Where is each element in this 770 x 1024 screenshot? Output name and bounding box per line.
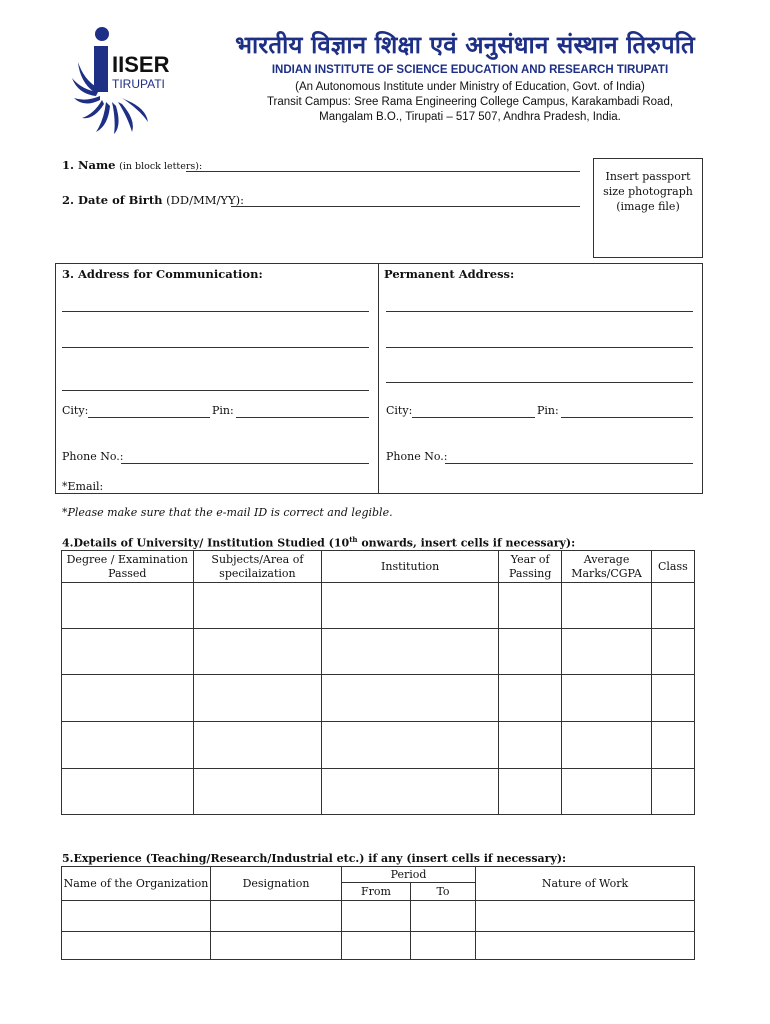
permanent-address-label: Permanent Address: <box>384 267 515 281</box>
address-line-3: Mangalam B.O., Tirupati – 517 507, Andhra Pradesh, India. <box>319 111 621 123</box>
perm-phone-line[interactable] <box>445 463 693 464</box>
education-table <box>61 550 695 815</box>
table-row[interactable] <box>62 769 695 815</box>
dob-input-line[interactable] <box>231 206 580 207</box>
table-row[interactable] <box>62 629 695 675</box>
table-row[interactable] <box>62 901 695 932</box>
perm-address-line-2[interactable] <box>386 347 693 348</box>
education-section-title: 4.Details of University/ Institution Studied (10th onwards, insert cells if necessary): <box>62 535 576 550</box>
perm-city-label: City: <box>386 404 413 417</box>
col-institution: Institution <box>322 551 499 583</box>
perm-pin-line[interactable] <box>561 417 693 418</box>
address-line-2: Transit Campus: Sree Rama Engineering College Campus, Karakambadi Road, <box>266 96 674 108</box>
perm-phone-label: Phone No.: <box>386 450 448 463</box>
english-institute-title: INDIAN INSTITUTE OF SCIENCE EDUCATION AND RESEARCH TIRUPATI <box>271 64 669 76</box>
col-organization: Name of the Organization <box>62 867 211 901</box>
table-row[interactable] <box>62 722 695 769</box>
comm-city-line[interactable] <box>88 417 210 418</box>
comm-address-line-3[interactable] <box>62 390 369 391</box>
col-to: To <box>411 883 476 901</box>
col-year: Year of Passing <box>499 551 562 583</box>
perm-pin-label: Pin: <box>537 404 559 417</box>
hindi-institute-title: भारतीय विज्ञान शिक्षा एवं अनुसंधान संस्थान तिरुपति <box>235 31 695 59</box>
col-from: From <box>342 883 411 901</box>
col-degree: Degree / Examination Passed <box>62 551 194 583</box>
address-divider <box>378 263 379 494</box>
address-line-1: (An Autonomous Institute under Ministry of Education, Govt. of India) <box>295 81 645 93</box>
name-label: 1. Name (in block letters): <box>62 158 203 172</box>
col-designation: Designation <box>211 867 342 901</box>
col-class: Class <box>651 551 694 583</box>
photo-box-text: Insert passport size photograph (image file) <box>603 170 693 213</box>
perm-address-line-3[interactable] <box>386 382 693 383</box>
comm-phone-label: Phone No.: <box>62 450 124 463</box>
logo-emblem-icon <box>70 22 190 137</box>
comm-pin-label: Pin: <box>212 404 234 417</box>
col-nature-of-work: Nature of Work <box>476 867 695 901</box>
dob-label: 2. Date of Birth (DD/MM/YY): <box>62 193 244 207</box>
col-marks: Average Marks/CGPA <box>562 551 651 583</box>
comm-address-line-2[interactable] <box>62 347 369 348</box>
email-label: *Email: <box>62 480 104 493</box>
experience-table <box>61 866 695 960</box>
svg-text:TIRUPATI: TIRUPATI <box>112 77 165 91</box>
education-header-row <box>62 551 695 583</box>
col-subjects: Subjects/Area of specilaization <box>193 551 322 583</box>
table-row[interactable] <box>62 675 695 722</box>
photo-upload-box[interactable] <box>593 158 703 258</box>
email-input-line[interactable] <box>103 493 369 494</box>
table-row[interactable] <box>62 583 695 629</box>
address-section <box>55 263 703 494</box>
name-input-line[interactable] <box>186 171 580 172</box>
experience-section-title: 5.Experience (Teaching/Research/Industrial etc.) if any (insert cells if necessary): <box>62 852 567 865</box>
iiser-logo <box>70 22 190 137</box>
perm-address-line-1[interactable] <box>386 311 693 312</box>
experience-header-row <box>62 867 695 883</box>
comm-pin-line[interactable] <box>236 417 369 418</box>
communication-address-label: 3. Address for Communication: <box>62 267 263 281</box>
comm-address-line-1[interactable] <box>62 311 369 312</box>
table-row[interactable] <box>62 932 695 960</box>
col-period: Period <box>342 867 476 883</box>
comm-city-label: City: <box>62 404 89 417</box>
email-note: *Please make sure that the e-mail ID is correct and legible. <box>62 506 393 519</box>
comm-phone-line[interactable] <box>121 463 369 464</box>
svg-text:IISER: IISER <box>112 52 170 77</box>
perm-city-line[interactable] <box>412 417 535 418</box>
